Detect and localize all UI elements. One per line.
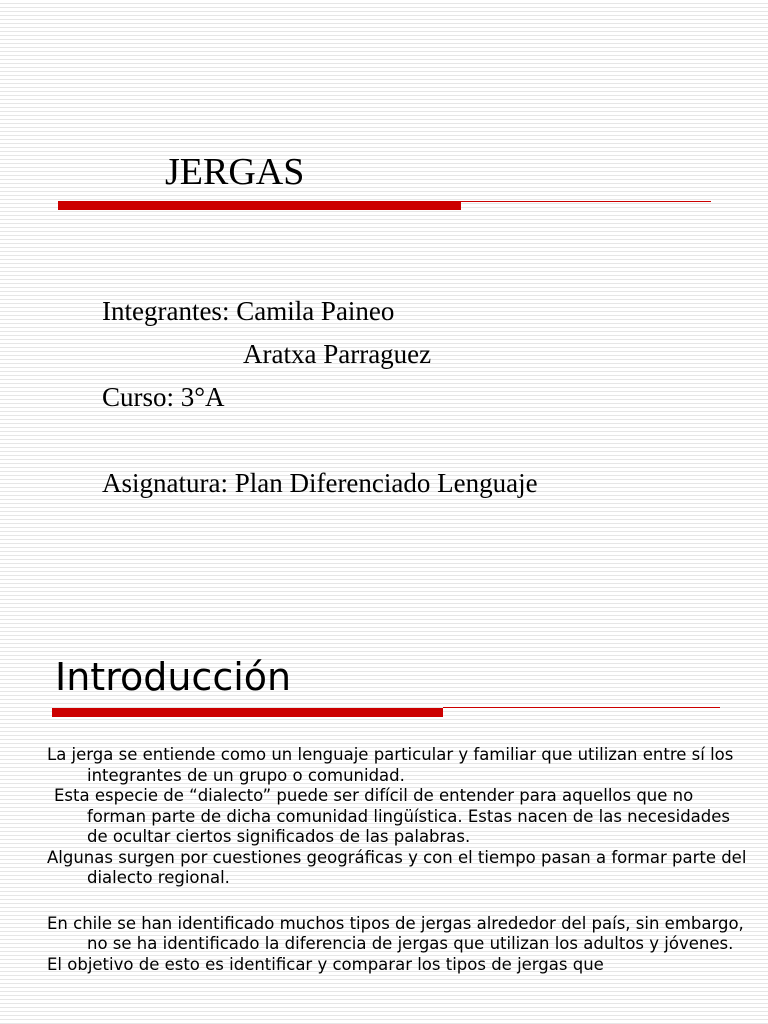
slide-title: JERGAS [165, 151, 305, 193]
slide-title: Introducción [55, 655, 292, 699]
second-member-line: Aratxa Parraguez [243, 339, 432, 369]
body-paragraph: La jerga se entiende como un lenguaje particular y familiar que utilizan entre sí los integrantes de un grupo o comunidad. [47, 745, 734, 785]
title-underline-thick [58, 201, 461, 210]
body-paragraph: Esta especie de “dialecto” puede ser difícil de entender para aquellos que no forman parte de dicha comunidad lingüística. Estas nacen de las necesidades de ocultar ciertos significados de las palabras. [54, 786, 731, 846]
curso-line: Curso: 3°A [102, 382, 225, 412]
title-underline-thin [443, 707, 720, 708]
body-paragraph: El objetivo de esto es identificar y comparar los tipos de jergas que [47, 954, 604, 974]
integrantes-line: Integrantes: Camila Paineo [102, 296, 395, 326]
introduction-slide [0, 512, 768, 1024]
title-underline-thin [461, 201, 711, 202]
slide-body [47, 745, 747, 975]
asignatura-line: Asignatura: Plan Diferenciado Lenguaje [102, 468, 538, 498]
body-paragraph: En chile se han identificado muchos tipos de jergas alrededor del país, sin embargo, no se ha identificado la diferencia de jergas que utilizan los adultos y jóvenes. [47, 913, 744, 953]
title-underline-thick [52, 708, 443, 717]
body-paragraph: Algunas surgen por cuestiones geográficas y con el tiempo pasan a formar parte del dialecto regional. [47, 847, 747, 887]
paragraph-gap [47, 889, 747, 914]
